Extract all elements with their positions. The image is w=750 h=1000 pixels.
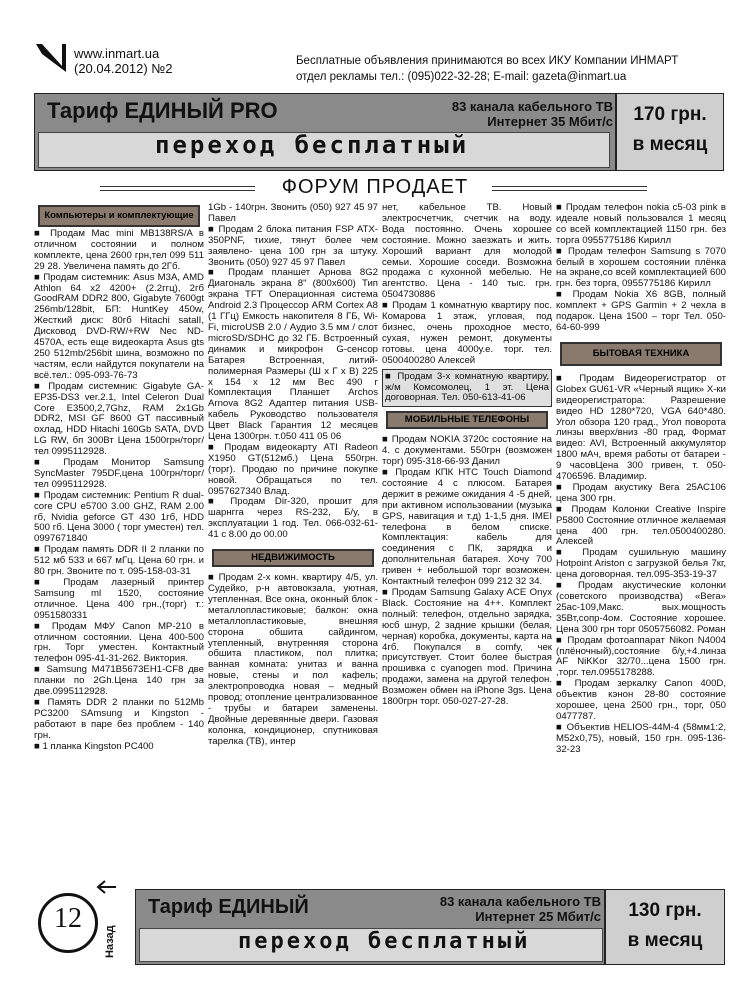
ad-item: ■ Продам МФУ Canon MP-210 в отличном состоянии. Цена 400-500 грн. Торг уместен. Контактный телефон 095-41-31-262. Виктория.: [34, 620, 204, 665]
column-3: [382, 203, 552, 708]
tariff-price-box: [615, 94, 723, 170]
ad-item: ■ Продам Видеорегистратор от Globex GU61-VR «Черный ящик» Х-ки видеорегистратора: Разрешение видео HD 1280*720, VGA 640*480. Угол обзора 120 град., Угол поворота линзы вверх/вниз -80 град, Формат видео: AVI, Встроенный аккумулятор 1800 мАч, время работы от батареи - 9 часовЦена 300 гривен, т. 050-4706596. Владимир.: [556, 372, 726, 483]
top-tariff-banner: [34, 93, 724, 171]
ad-item: ■ Продам 2-х комн. квартиру 4/5, ул. Судейко, р-н автовокзала, уютная, утепленная. Все окна, оконный блок - металлопластиковые; балкон: окна металлопластиковые, внешняя сторона обшита сайдингом, утепленный, внутренняя сторона обшита пластиком, пол плитка; ванная комната: унитаз и ванна новые, стены и пол кафель; электропроводка новая – медный провод; отопление централизованное - трубы и батареи заменены. Двойные деревянные двери. Газовая колонка, кондиционер, спутниковая тарелка (ТВ), интер: [208, 572, 378, 747]
ad-item: ■ Продам 2 блока питания FSP ATX-350PNF, тихие, тянут более чем заявлено- цена 100 грн за штуку. Звонить (050) 927 45 97 Павел: [208, 223, 378, 268]
section-header-real-estate: НЕДВИЖИМОСТЬ: [212, 549, 374, 567]
ad-item: ■ Продам видеокарту ATI Radeon X1950 GT(512мб.) Цена 550грн. (торг). Продаю по причине покупке новой. Обращаться по тел. 0957627340 Влад.: [208, 441, 378, 497]
ad-item: ■ Продам 1 комнатную квартиру пос. Комарова 1 этаж, угловая, под бизнес, очень проходное место, сухая, нужен ремонт, документы готовы. цена 4000у.е. торг. тел. 0500400280 Алексей: [382, 300, 552, 366]
ad-item: ■ Продам Samsung Galaxy ACE Onyx Black. Состояние на 4++. Комплект полный: телефон, отдельно зарядка, юсб шнур, 2 задние крышки (белая, черная) коробка, документы, карта на 4гб. Покупался в comfy, чек присутствует. Стоит более быстрая прошивка с cyanogen mod. Причина продажи, замена на другой телефон. Возможен обмен на iPhone 3gs. Цена 1800грн торг. 050-027-27-28.: [382, 587, 552, 708]
ad-item: ■ 1 планка Kingston PC400: [34, 740, 154, 752]
tariff-title: Тариф ЕДИНЫЙ PRO: [47, 98, 278, 123]
ad-item: ■ Память DDR 2 планки по 512Mb PC3200 SAmsung и Kingston - работают в паре без проблем - 140 грн.: [34, 696, 204, 741]
ad-item: ■ Продам NOKIA 3720c состояние на 4. с документами. 550грн (возможен торг) 095-318-66-93 Данил: [382, 434, 552, 468]
tariff-tagline: переход бесплатный: [155, 131, 470, 159]
column-1: [34, 203, 204, 753]
header-notice: [296, 53, 726, 85]
ad-item: ■ Продам системник: Pentium R dual-core CPU e5700 3.00 GHZ, RAM 2.00 гб, Nvidia geforce GT 430 1гб, HDD 500 гб. Цена 3000 ( торг уместен) тел. 0997671840: [34, 489, 204, 545]
ad-item: нет, кабельное ТВ. Новый электросчетчик, счетчик на воду. Вода постоянно. Очень хорошее состояние. Можно заезжать и жить. Хороший вариант для молодой семьи. Хорошие соседи. Возможна продажа с кухонной мебелью. Не агентство. Цена - 140 тыс. грн. 0504730886: [382, 202, 552, 301]
header-site: [74, 46, 173, 76]
ad-item: ■ Продам Монитор Samsung SyncMaster 795DF,цена 100грн/торг/тел 0995112928.: [34, 457, 204, 490]
tariff-tagline: переход бесплатный: [238, 929, 531, 954]
ad-item: ■ Продам планшет Арнова 8G2 Диагональ экрана 8" (800x600) Тип экрана TFT Операционная система Android 2.3 Процессор ARM Cortex A8 (1 ГГц) Емкость накопителя 8 ГБ, Wi-Fi, microUSB 2.0 / Аудио 3.5 мм / слот microSD/SDHC до 32 ГБ. Встроенный динамик и микрофон G-сенсор Батарея Встроенная, литий-полимерная Размеры (Ш х Г х В) 225 х 154 х 12 мм Вес 490 г Комплектация Планшет Archos Arnova 8G2 Адаптер питания USB-кабель Руководство пользователя Цвет Black Гарантия 12 месяцев Цена 1300грн. т.050 411 05 06: [208, 267, 378, 443]
tariff-channels: 83 канала кабельного ТВ: [451, 99, 613, 114]
tariff-title: Тариф ЕДИНЫЙ: [148, 896, 309, 918]
ad-item: ■ Продам Mac mini MB138RS/A в отличном состоянии и полном комплекте, цена 2600 грн,тел 099 511 29 28. Увеличена память до 2Гб.: [34, 228, 204, 272]
ad-item: ■ Продам телефон nokia c5-03 pink в идеале новый пользовался 1 месяц со всей комплектацией 1150 грн. без торга 0955775186 Кирилл: [556, 202, 726, 246]
issue-date: (20.04.2012) №2: [74, 61, 173, 76]
section-header-mobile: МОБИЛЬНЫЕ ТЕЛЕФОНЫ: [386, 411, 548, 429]
back-arrow-icon: [36, 44, 66, 72]
page-title: ФОРУМ ПРОДАЕТ: [281, 176, 469, 198]
column-2: [208, 203, 378, 748]
ad-item: ■ Продам Колонки Creative Inspire P5800 Состояние отличное желаемая цена 400 грн. тел.0500400280. Алексей: [556, 503, 726, 548]
notice-line-1: Бесплатные объявления принимаются во всех ИКУ Компании ИНМАРТ: [296, 55, 679, 67]
tariff-price: 170 грн.: [633, 104, 707, 125]
ad-item: ■ Продам память DDR II 2 планки по 512 мб 533 и 667 мГц. Цена 60 грн. и 80 грн. Звоните по т. 095-158-03-31: [34, 544, 204, 578]
ad-item: ■ Samsung M471B5673EH1-CF8 две планки по 2Gh.Цена 140 грн за две.0995112928.: [34, 664, 204, 698]
site-url[interactable]: www.inmart.ua: [74, 46, 160, 61]
ad-item: ■ Объектив HELIOS-44M-4 (58мм1:2, M52x0,75), новый, 150 грн. 095-136-32-23: [556, 721, 726, 755]
tariff-period: в месяц: [627, 930, 703, 951]
ad-item: ■ Продам фотоаппарат Nikon N4004 (плёночный),состояние б/у,+4.линза AF NiKKor 32/70...цена 1500 грн. ,торг. тел.0955178288.: [556, 634, 726, 679]
ad-item: ■ Продам телефон Samsung s 7070 белый в хорошем состоянии плёнка на экране,со всей комплектацией 600 грн. без торга, 0955775186 Кирилл: [556, 245, 726, 290]
tariff-period: в месяц: [632, 134, 708, 155]
tariff-features: [395, 99, 613, 129]
ad-item: ■ Продам сушильную машину Hotpoint Ariston с загрузкой белья 7кг, цена договорная. тел.095-353-19-37: [556, 547, 726, 581]
arrow-left-icon[interactable]: [96, 880, 116, 894]
ad-item: ■ Продам акустические колонки (советского производства) «Вега» 25ас-109,Макс. вых.мощность 35Вт,сопр-4ом. Состояние хорошее. Цена 300 грн торг 0505756082. Роман: [556, 580, 726, 635]
bottom-tariff-banner: [135, 889, 725, 965]
ad-item: ■ Продам зеркалку Canon 400D, объектив кэнон 28-80 состояние хорошее, цена 2500 грн., торг, 050 0477787.: [556, 678, 726, 722]
tariff-features: [396, 894, 601, 924]
section-header-computers: Компьютеры и комплектующие: [38, 205, 200, 227]
tariff-price-box: [604, 890, 724, 964]
tariff-internet: Интернет 25 Мбит/с: [475, 909, 601, 924]
ad-item: ■ Продам системник: Asus M3A, AMD Athlon 64 x2 4200+ (2.2ггц), 2гб GoodRAM DDR2 800, Gigabyte 7600gt 256mb/128bit, БП: HuntKey 450w, Жесткий диск: 80гб Hitachi satalI, Дисковод DVD-RW/+RW Nec ND-4570A, есть еще видеокарта Asus gts 250 512mb/256bit шина, возможно по частям, если найдутся покупатели на всё.тел.: 095-093-76-73: [34, 271, 204, 381]
back-link[interactable]: Назад: [104, 925, 116, 958]
tariff-internet: Интернет 35 Мбит/с: [487, 114, 613, 129]
ad-item: ■ Продам системник: Gigabyte GA-EP35-DS3 ver.2.1, Intel Celeron Dual Core E3500,2,7Ghz, RAM 2x1Gb DDR2, MSI GF 8600 GT пассивный охлад, HDD Hitachi 160Gb SATA, DVD LG RW, бп 300Вт Цена 1500грн/торг/тел 0995112928.: [34, 380, 204, 458]
column-4: [556, 203, 726, 756]
ad-item: ■ Продам лазерный принтер Samsung ml 1520, состояние отличное. Цена 400 грн.,(торг) т.: 0951580331: [34, 577, 204, 621]
ad-item: ■ Продам КПК HTC Touch Diamond состояние 4 с плюсом. Батарея держит в режиме ожидания 4 -5 дней, при активном использовании (музыка GPS, навигация и т.д) 1-1,5 дня. IMEI телефона в белом списке. Комплектация: кабель для соединения с ПК, зарядка и дополнительная батарея. Хочу 700 гривен + небольшой торг возможен. Контактный телефон 099 212 32 34.: [382, 467, 552, 588]
ad-item: ■ Продам Nokia X6 8GB, полный комплект + GPS Garmin + 2 чехла в подарок. Цена 1500 – торг Тел. 050-64-60-999: [556, 289, 726, 333]
ad-item: ■ Продам Dir-320, прошит для шарнгга через RS-232, Б/у, в эксплуатации 1 год. Тел. 066-032-61-41 с 8.00 до 00.00: [208, 496, 378, 541]
ad-item: ■ Продам акустику Вега 25АС106 цена 300 грн.: [556, 481, 726, 504]
ad-item: 1Gb - 140грн. Звонить (050) 927 45 97 Павел: [208, 202, 378, 224]
tariff-channels: 83 канала кабельного ТВ: [439, 894, 601, 909]
notice-line-2: отдел рекламы тел.: (095)022-32-28; E-mail: gazeta@inmart.ua: [296, 71, 627, 83]
section-header-appliances: БЫТОВАЯ ТЕХНИКА: [560, 342, 722, 366]
boxed-ad: ■ Продам 3-х комнатную квартиру, ж/м Комсомолец, 1 эт. Цена договорная. Тел. 050-613-41-06: [382, 369, 552, 408]
tariff-price: 130 грн.: [628, 900, 702, 921]
page-number: 12: [54, 903, 82, 934]
